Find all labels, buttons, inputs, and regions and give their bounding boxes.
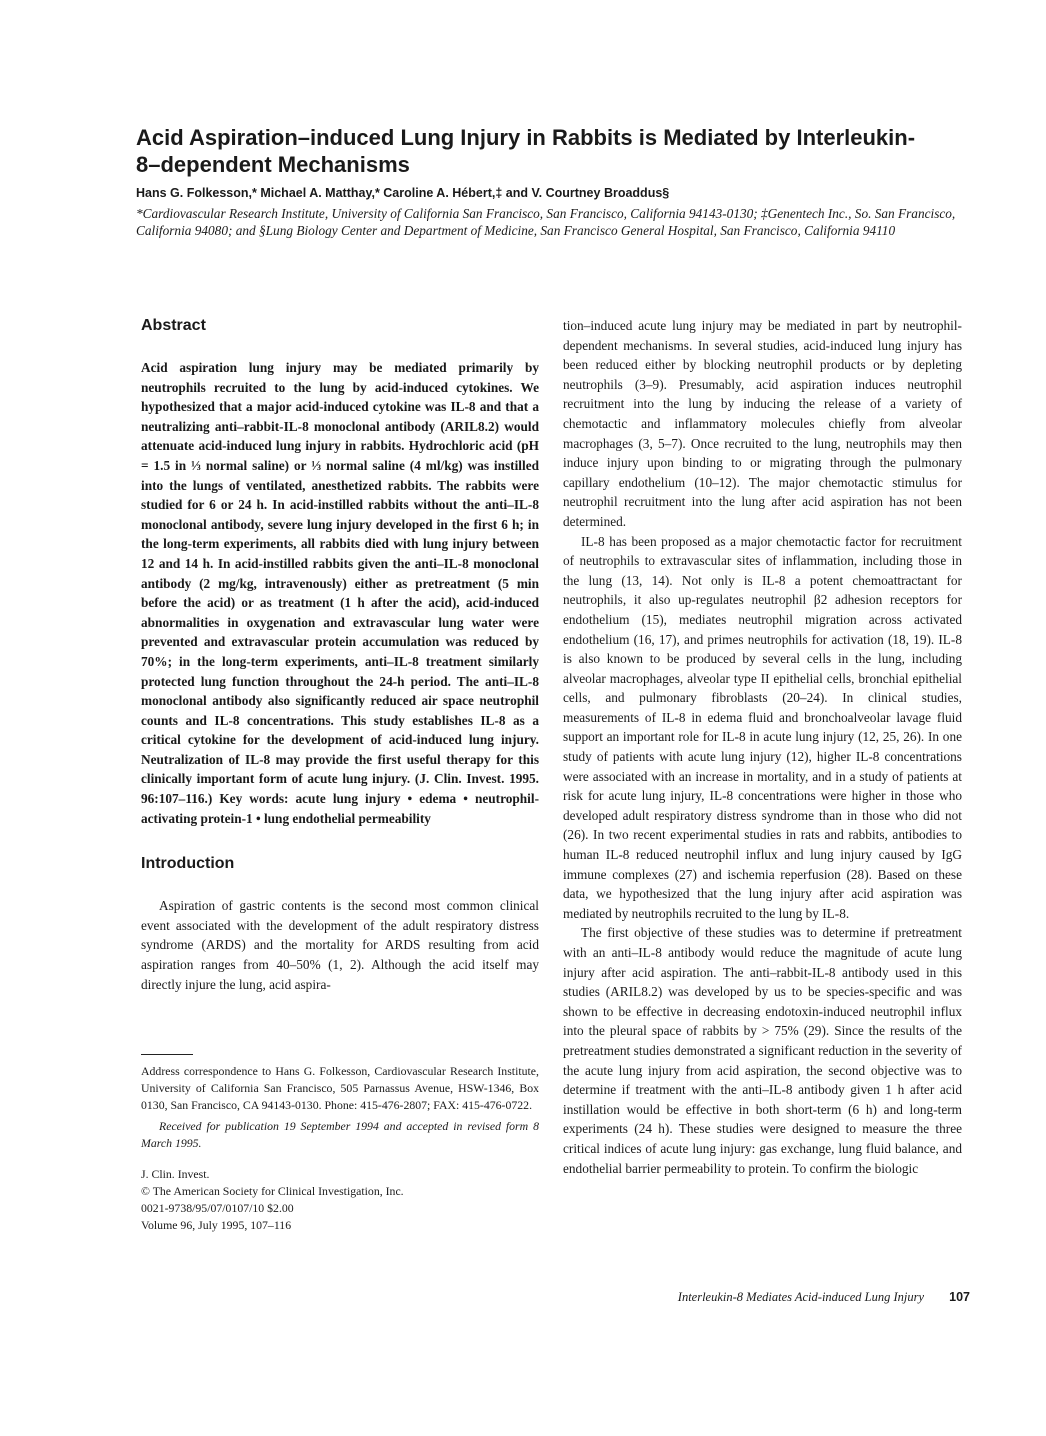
running-title: Interleukin-8 Mediates Acid-induced Lung Injury (677, 1290, 925, 1304)
article-title: Acid Aspiration–induced Lung Injury in Rabbits is Mediated by Interleukin-8–dependent Mechanisms (136, 125, 916, 177)
intro-paragraph-1: Aspiration of gastric contents is the second most common clinical event associated with the development of the adult respiratory distress syndrome (ARDS) and the mortality for ARDS resulting from acid aspiration ranges from 40–50% (1, 2). Although the acid itself may directly injure the lung, acid aspira- (141, 898, 539, 992)
issn-line: 0021-9738/95/07/0107/10 $2.00 (141, 1201, 294, 1216)
intro-paragraph-3: The first objective of these studies was to determine if pretreatment with an anti–IL-8 antibody would reduce the magnitude of acute lung injury after acid aspiration. The anti–rabbit-IL-8 antibody used in this studies (ARIL8.2) was developed by us to be species-specific and was shown to be effective in decreasing endotoxin-induced neutrophil influx into the pleural space of rabbits by > 75% (29). Since the results of the pretreatment studies demonstrated a significant reduction in the severity of the acute lung injury from acid aspiration, the second objective was to determine if treatment with the anti–IL-8 antibody given 1 h after acid instillation would be effective in both short-term (6 h) and long-term experiments (24 h). These studies were designed to measure the three critical indices of acute lung injury: gas exchange, lung fluid balance, and endothelial barrier permeability to protein. To confirm the biologic (563, 925, 962, 1176)
intro-paragraph-1-continued: tion–induced acute lung injury may be mediated in part by neutrophil-dependent mechanisms. In several studies, acid-induced lung injury has been reduced either by blocking neutrophil products or by depleting neutrophils (3–9). Presumably, acid aspiration induces neutrophil recruitment into the lung by inducing the release of a variety of chemotactic and inflammatory molecules chiefly from alveolar macrophages (3, 5–7). Once recruited to the lung, neutrophils may then induce injury upon binding to or migrating through the pulmonary capillary endothelium (10–12). The major chemotactic stimulus for neutrophil recruitment into the lung after acid aspiration has not been determined. (563, 318, 962, 529)
affiliations: *Cardiovascular Research Institute, University of California San Francisco, San Francisco, California 94143-0130; ‡Genentech Inc., So. San Francisco, California 94080; and §Lung Biology Center and Department of Medicine, San Francisco General Hospital, San Francisco, California 94110 (136, 206, 956, 238)
abstract-text: Acid aspiration lung injury may be mediated primarily by neutrophils recruited to the lung by acid-induced cytokines. We hypothesized that a major acid-induced cytokine was IL-8 and that a neutralizing anti–rabbit-IL-8 monoclonal antibody (ARIL8.2) would attenuate acid-induced lung injury in rabbits. Hydrochloric acid (pH = 1.5 in ⅓ normal saline) or ⅓ normal saline (4 ml/kg) was instilled into the lungs of ventilated, anesthetized rabbits. The rabbits were studied for 6 or 24 h. In acid-instilled rabbits without the anti–IL-8 monoclonal antibody, severe lung injury developed in the first 6 h; in the long-term experiments, all rabbits died with lung injury between 12 and 14 h. In acid-instilled rabbits given the anti–IL-8 monoclonal antibody (2 mg/kg, intravenously) either as pretreatment (5 min before the acid) or as treatment (1 h after the acid), acid-induced abnormalities in oxygenation and extravascular lung water were prevented and extravascular protein accumulation was reduced by 70%; in the long-term experiments, anti–IL-8 treatment similarly protected lung function throughout the 24-h period. The anti–IL-8 monoclonal antibody also significantly reduced air space neutrophil counts and IL-8 concentrations. This study establishes IL-8 as a critical cytokine for the development of acid-induced lung injury. Neutralization of IL-8 may provide the first useful therapy for this clinically important form of acute lung injury. (J. Clin. Invest. 1995. 96:107–116.) Key words: acute lung injury • edema • neutrophil-activating protein-1 • lung endothelial permeability (141, 360, 539, 826)
footnote-divider (141, 1054, 193, 1055)
journal-info (141, 1166, 539, 1234)
abstract-heading: Abstract (141, 317, 206, 334)
page-number: 107 (949, 1290, 970, 1304)
journal-name: J. Clin. Invest. (141, 1167, 210, 1182)
intro-paragraph-2: IL-8 has been proposed as a major chemotactic factor for recruitment of neutrophils to extravascular sites of inflammation, including those in the lung (13, 14). Not only is IL-8 a potent chemoattractant for neutrophils, it also up-regulates neutrophil β2 adhesion receptors for endothelium (15), mediates neutrophil migration across activated endothelium (16, 17), and primes neutrophils for activation (18, 19). IL-8 is also known to be produced by several cells in the lung, including alveolar macrophages, alveolar type II epithelial cells, bronchial epithelial cells, and pulmonary fibroblasts (20–24). In clinical studies, measurements of IL-8 in edema fluid and bronchoalveolar lavage fluid support an important role for IL-8 in acute lung injury (12, 25, 26). In one study of patients with acute lung injury (12), higher IL-8 concentrations were associated with an increase in mortality, and in a study of patients at risk for acute lung injury, IL-8 concentrations were higher in those who developed adult respiratory distress syndrome than in those who did not (26). In two recent experimental studies in rats and rabbits, antibodies to human IL-8 reduced neutrophil influx and lung injury caused by IgG immune complexes (27) and ischemia reperfusion (28). Based on these data, we hypothesized that the lung injury after acid aspiration was mediated by neutrophils recruited to the lung by IL-8. (563, 533, 962, 921)
correspondence-footnote: Address correspondence to Hans G. Folkesson, Cardiovascular Research Institute, University of California San Francisco, 505 Parnassus Avenue, HSW-1346, Box 0130, San Francisco, CA 94143-0130. Phone: 415-476-2807; FAX: 415-476-0722. (141, 1064, 539, 1113)
left-column (141, 316, 539, 1234)
introduction-heading: Introduction (141, 855, 235, 873)
copyright-line: © The American Society for Clinical Investigation, Inc. (141, 1184, 404, 1199)
received-footnote: Received for publication 19 September 1994 and accepted in revised form 8 March 1995. (141, 1119, 539, 1151)
page-footer (600, 1290, 970, 1305)
author-list: Hans G. Folkesson,* Michael A. Matthay,* Caroline A. Hébert,‡ and V. Courtney Broaddus§ (136, 186, 670, 200)
volume-line: Volume 96, July 1995, 107–116 (141, 1218, 292, 1233)
right-column (563, 316, 962, 1178)
